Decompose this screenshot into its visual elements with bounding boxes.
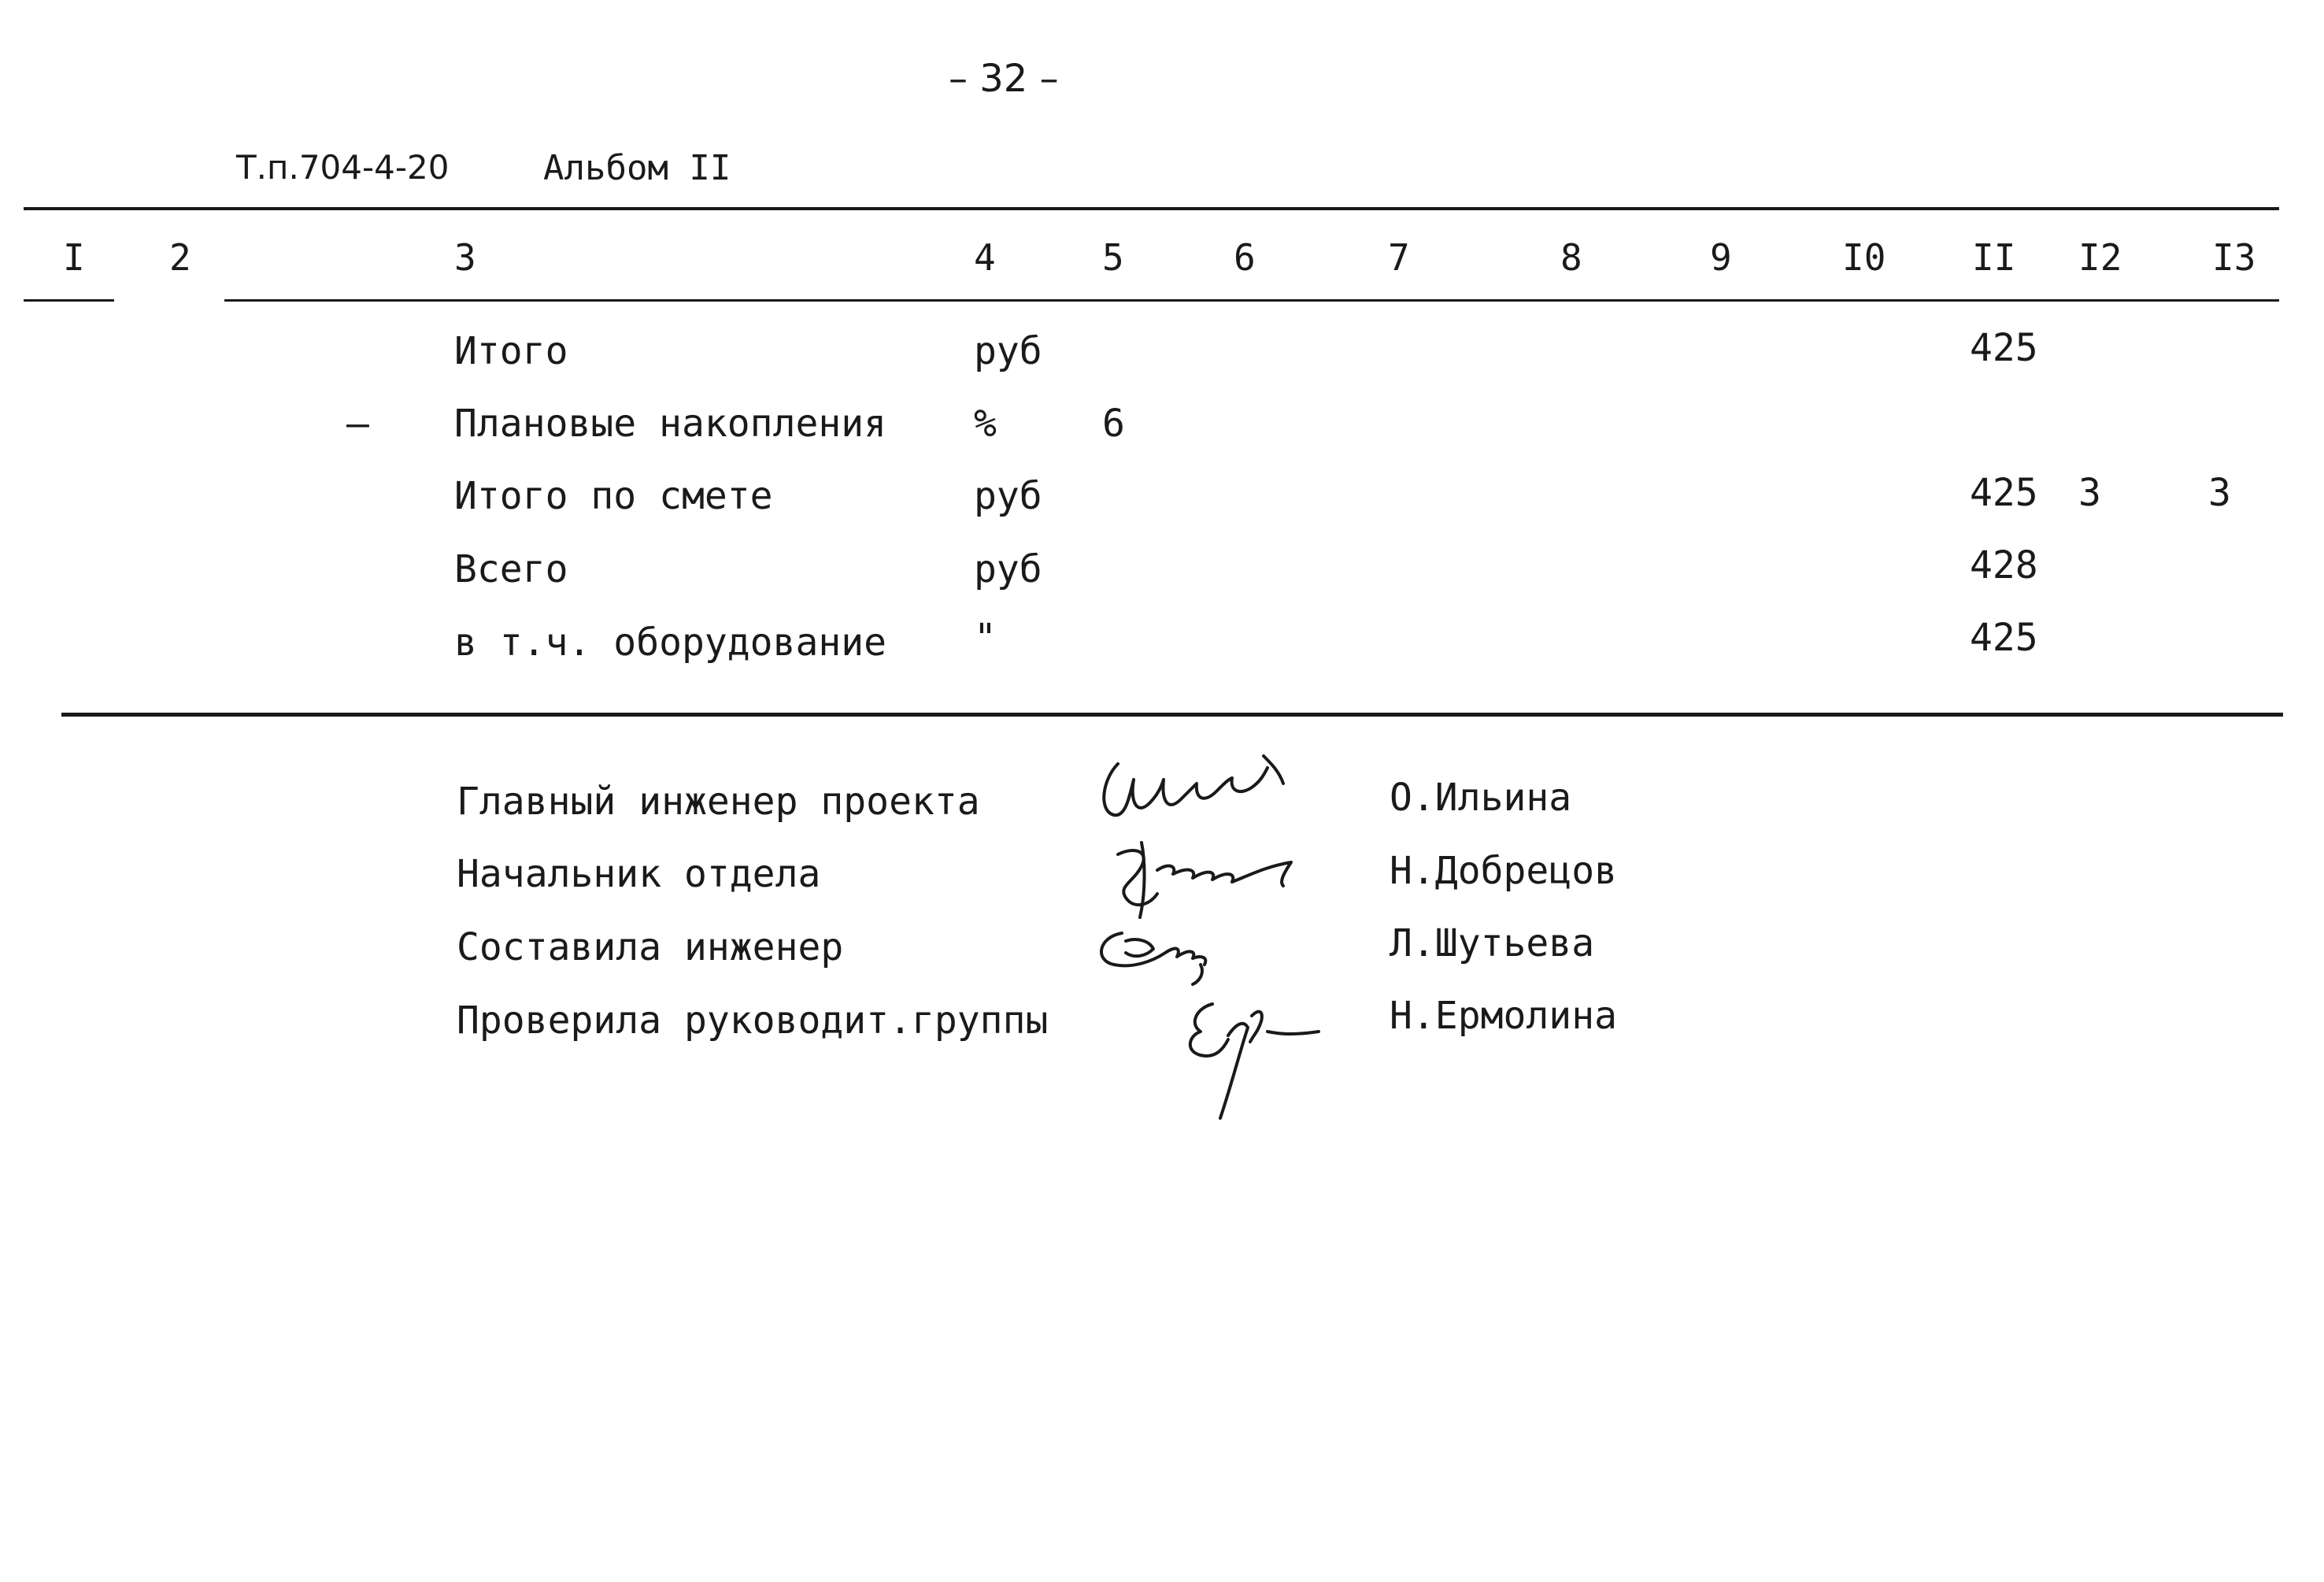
signature-name: Н.Ермолина xyxy=(1390,994,1617,1038)
page-number: – 32 – xyxy=(949,57,1059,101)
column-number: 6 xyxy=(1234,236,1256,279)
signature-name: О.Ильина xyxy=(1390,776,1572,820)
row-unit: руб xyxy=(974,547,1042,591)
signature-role: Начальник отдела xyxy=(457,852,821,896)
column-number: 9 xyxy=(1710,236,1732,279)
signature-role: Главный инженер проекта xyxy=(457,780,980,824)
signature-role: Составила инженер xyxy=(457,925,844,969)
column-number: 7 xyxy=(1388,236,1410,279)
row-col5: 6 xyxy=(1102,402,1125,446)
row-col11: 428 xyxy=(1970,543,2038,587)
handwritten-signature xyxy=(1090,917,1224,988)
column-header-rule xyxy=(224,299,2279,302)
row-unit: руб xyxy=(974,329,1042,373)
row-col11: 425 xyxy=(1970,471,2038,515)
row-name: Всего xyxy=(454,547,568,591)
row-col11: 425 xyxy=(1970,616,2038,660)
row-col13: 3 xyxy=(2208,471,2231,515)
column-number: 2 xyxy=(169,236,191,279)
column-number: 4 xyxy=(974,236,996,279)
row-unit: " xyxy=(974,616,997,660)
row-name: в т.ч. оборудование xyxy=(454,621,887,665)
album-label: Альбом II xyxy=(543,148,731,188)
handwritten-signature xyxy=(1102,831,1323,925)
row-col12: 3 xyxy=(2078,471,2101,515)
column-number: I xyxy=(63,236,85,279)
row-col11: 425 xyxy=(1970,326,2038,370)
row-unit: % xyxy=(974,402,997,446)
row-name: Плановые накопления xyxy=(454,402,887,446)
column-header-rule-left xyxy=(24,299,114,302)
column-number: 8 xyxy=(1560,236,1582,279)
document-code: Т.п.704-4-20 xyxy=(236,148,450,187)
handwritten-signature xyxy=(1094,748,1299,835)
row-marker: – xyxy=(346,402,369,446)
column-number: II xyxy=(1972,236,2016,279)
column-number: I0 xyxy=(1842,236,1886,279)
row-name: Итого по смете xyxy=(454,474,773,518)
column-number: 5 xyxy=(1102,236,1124,279)
signature-role: Проверила руководит.группы xyxy=(457,998,1049,1043)
signature-name: Л.Шутьева xyxy=(1390,921,1595,965)
row-unit: руб xyxy=(974,474,1042,518)
table-bottom-rule xyxy=(61,713,2283,717)
handwritten-signature xyxy=(1173,988,1338,1126)
top-rule xyxy=(24,207,2279,210)
signature-name: Н.Добрецов xyxy=(1390,849,1617,893)
column-number: I3 xyxy=(2212,236,2256,279)
column-number: 3 xyxy=(454,236,476,279)
column-number: I2 xyxy=(2078,236,2122,279)
row-name: Итого xyxy=(454,329,568,373)
